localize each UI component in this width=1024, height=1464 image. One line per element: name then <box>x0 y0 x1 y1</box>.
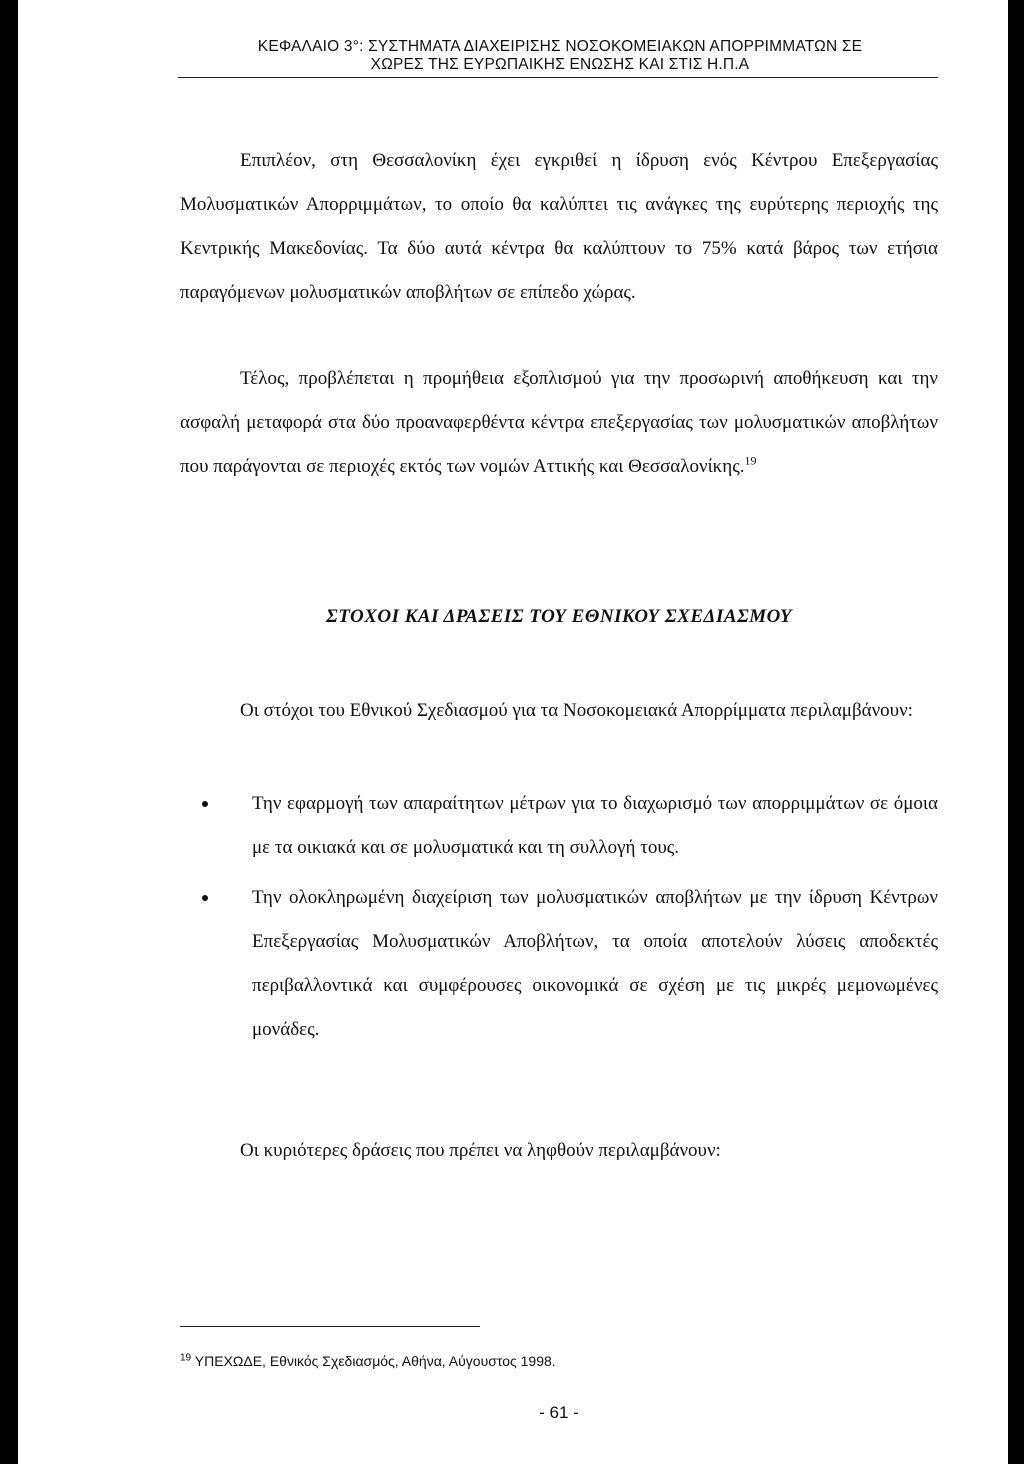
paragraph-equipment-text: Τέλος, προβλέπεται η προμήθεια εξοπλισμού για την προσωρινή αποθήκευση και την ασφαλή μεταφορά στα δύο προαναφερθέντα κέντρα επεξεργασίας των μολυσματικών αποβλήτων που παράγονται σε περιοχές εκτός των νομών Αττικής και Θεσσαλονίκης. <box>180 368 938 477</box>
footnote-reference[interactable]: 19 <box>744 453 757 468</box>
document-page <box>18 0 1008 1464</box>
paragraph-main-actions: Οι κυριότερες δράσεις που πρέπει να ληφθούν περιλαμβάνουν: <box>240 1140 721 1161</box>
header-line-2: ΧΩΡΕΣ ΤΗΣ ΕΥΡΩΠΑΙΚΗΣ ΕΝΩΣΗΣ ΚΑΙ ΣΤΙΣ Η.Π.Α <box>370 56 750 73</box>
list-item <box>180 782 938 870</box>
header-divider <box>178 77 938 78</box>
list-item <box>180 876 938 1052</box>
section-heading: ΣΤΟΧΟΙ ΚΑΙ ΔΡΑΣΕΙΣ ΤΟΥ ΕΘΝΙΚΟΥ ΣΧΕΔΙΑΣΜΟΥ <box>325 606 793 627</box>
paragraph-equipment <box>180 357 938 489</box>
footnote-number: 19 <box>180 1352 192 1364</box>
goals-list <box>180 782 938 1058</box>
bullet-icon <box>202 895 208 901</box>
running-header <box>180 38 940 74</box>
page-number: - 61 - <box>539 1403 579 1422</box>
header-line-1: ΚΕΦΑΛΑΙΟ 3°: ΣΥΣΤΗΜΑΤΑ ΔΙΑΧΕΙΡΙΣΗΣ ΝΟΣΟΚΟΜΕΙΑΚΩΝ ΑΠΟΡΡΙΜΜΑΤΩΝ ΣΕ <box>257 38 863 55</box>
paragraph-goals-intro: Οι στόχοι του Εθνικού Σχεδιασμού για τα Νοσοκομειακά Απορρίμματα περιλαμβάνουν: <box>240 700 913 721</box>
list-item-text: Την εφαρμογή των απαραίτητων μέτρων για το διαχωρισμό των απορριμμάτων σε όμοια με τα οικιακά και σε μολυσματικά και τη συλλογή τους. <box>252 793 938 858</box>
bullet-icon <box>202 801 208 807</box>
footnote-text: ΥΠΕΧΩΔΕ, Εθνικός Σχεδιασμός, Αθήνα, Αύγουστος 1998. <box>194 1353 556 1369</box>
footnote <box>180 1352 880 1370</box>
paragraph-thessaloniki-center: Επιπλέον, στη Θεσσαλονίκη έχει εγκριθεί η ίδρυση ενός Κέντρου Επεξεργασίας Μολυσματικών Απορριμμάτων, το οποίο θα καλύπτει τις ανάγκες της ευρύτερης περιοχής της Κεντρικής Μακεδονίας. Τα δύο αυτά κέντρα θα καλύπτουν το 75% κατά βάρος των ετήσια παραγόμενων μολυσματικών αποβλήτων σε επίπεδο χώρας. <box>180 150 938 303</box>
list-item-text: Την ολοκληρωμένη διαχείριση των μολυσματικών αποβλήτων με την ίδρυση Κέντρων Επεξεργασίας Μολυσματικών Αποβλήτων, τα οποία αποτελούν λύσεις αποδεκτές περιβαλλοντικά και συμφέρουσες οικονομικά σε σχέση με τις μικρές μεμονωμένες μονάδες. <box>252 887 938 1040</box>
footnote-divider <box>180 1326 480 1327</box>
